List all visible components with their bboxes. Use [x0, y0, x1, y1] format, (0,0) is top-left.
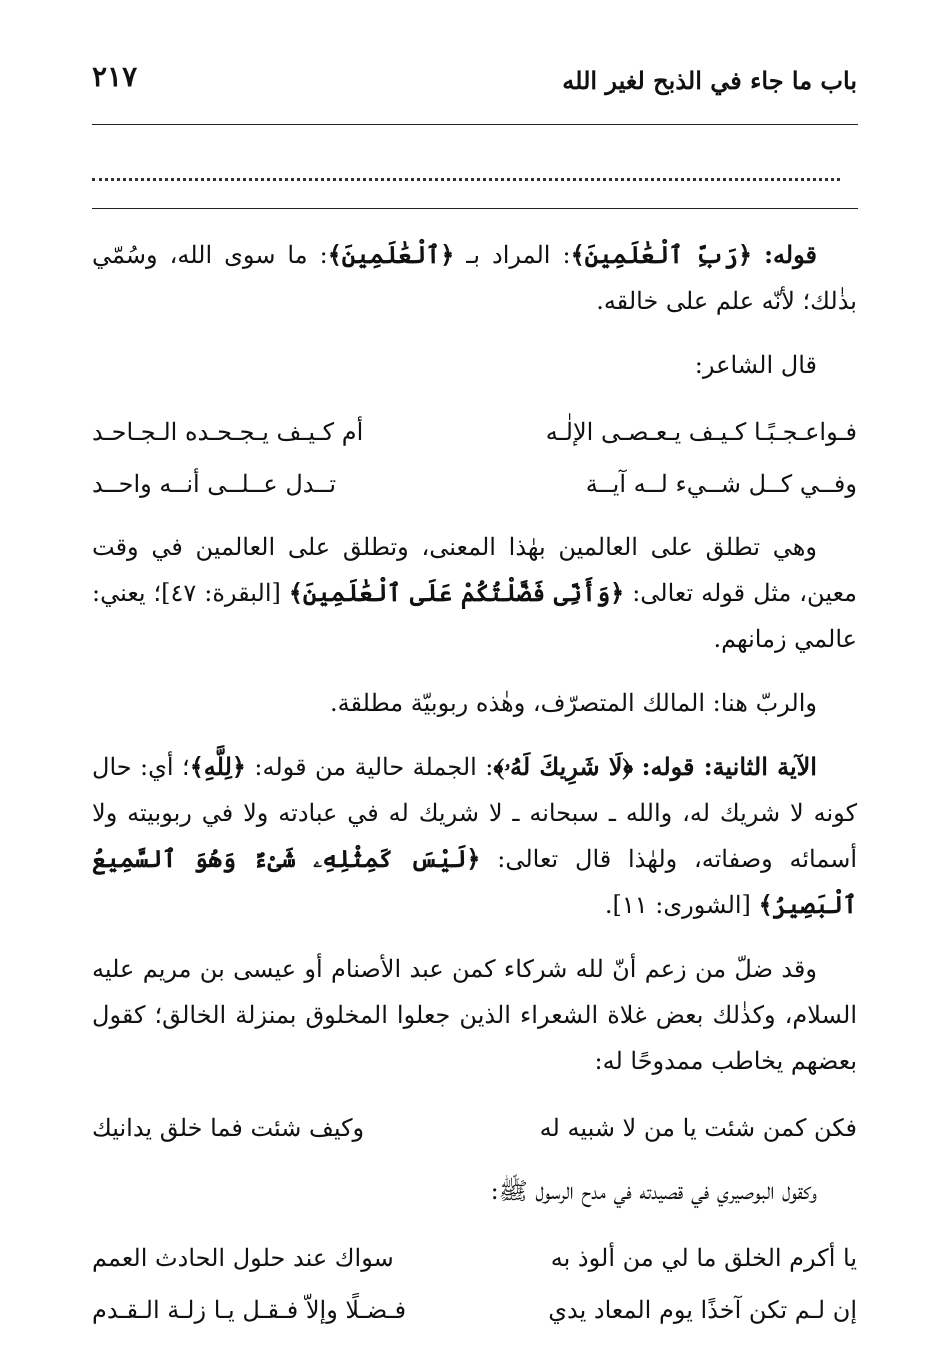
paragraph-second-verse: [92, 744, 857, 928]
verse-first-half: فـواعـجـبًـا كـيـف يـعـصـى الإلٰـه: [545, 418, 857, 446]
verse-line: [92, 1102, 857, 1154]
verse-first-half: فكن كمن شئت يا من لا شبيه له: [539, 1114, 857, 1142]
paragraph-poet-intro: قال الشاعر:: [694, 351, 817, 379]
verse-second-half: أم كـيـف يـجـحـده الـجـاحـد: [92, 418, 364, 446]
text: [البقرة: ٤٧]؛ يعني: عالمي زمانهم.: [92, 579, 857, 653]
dotted-separator: [92, 158, 840, 181]
quran-quote: ﴿رَبِّ ٱلْعَٰلَمِينَ﴾: [570, 240, 753, 269]
verse-second-half: فـضـلًا وإلاّ فـقـل يـا زلـة الـقـدم: [92, 1296, 407, 1324]
text: : ما سوى الله، وسُمّي بذٰلك؛ لأنّه علم على خالقه.: [92, 241, 857, 315]
verse-line: [92, 1232, 857, 1284]
quran-quote: ﴿ٱلْعَٰلَمِينَ﴾: [327, 240, 455, 269]
page-number: ٢١٧: [92, 60, 138, 93]
page-body: [92, 232, 857, 1336]
text: : المراد بـ: [466, 241, 571, 269]
paragraph-rabb-al-alamin: [92, 232, 857, 324]
paragraph-rabb-meaning: والربّ هنا: المالك المتصرّف، وهٰذه ربوبيّة مطلقة.: [330, 689, 817, 717]
section-rule: [92, 208, 858, 209]
keyword-second-verse: الآية الثانية: قوله:: [641, 752, 817, 781]
quran-quote: ﴿لَا شَرِيكَ لَهُۥ﴾: [493, 752, 634, 781]
verse-first-half: وفــي كــل شــيء لــه آيــة: [585, 470, 857, 498]
paragraph-busiri: وكقول البوصيري في قصيدته في مدح الرسول ﷺ:: [490, 1177, 817, 1205]
verse-line: [92, 406, 857, 458]
text: وهي تطلق على العالمين بهٰذا المعنى، وتطلق على العالمين في وقت معين، مثل قوله تعالى:: [92, 533, 857, 607]
paragraph-alamin-meaning: [92, 524, 857, 662]
quran-quote: ﴿وَأَنِّى فَضَّلْتُكُمْ عَلَى ٱلْعَٰلَمِينَ﴾: [288, 578, 625, 607]
verse-second-half: سواك عند حلول الحادث العمم: [92, 1244, 394, 1272]
quran-quote: ﴿لَيْسَ كَمِثْلِهِۦ شَىْءٌ وَهُوَ ٱلسَّمِيعُ ٱلْبَصِيرُ﴾: [92, 844, 857, 919]
verse-second-half: تــدل عــلــى أنــه واحــد: [92, 470, 337, 498]
quran-quote: ﴿لِلَّهِ﴾: [189, 752, 246, 781]
header-rule: [92, 124, 858, 125]
paragraph-misguided: وقد ضلّ من زعم أنّ لله شركاء كمن عبد الأصنام أو عيسى بن مريم عليه السلام، وكذٰلك بعض غلاة الشعراء الذين جعلوا المخلوق بمنزلة الخالق؛ كقول بعضهم يخاطب ممدوحًا له:: [92, 955, 858, 1075]
running-title: باب ما جاء في الذبح لغير الله: [562, 66, 857, 95]
text: ؛ أي: حال كونه لا شريك له، والله ـ سبحانه ـ لا شريك له في عبادته ولا في ربوبيته ولا أسمائه وصفاته، ولهٰذا قال تعالى:: [92, 753, 857, 873]
verse-line: [92, 1284, 857, 1336]
text: : الجملة حالية من قوله:: [254, 753, 494, 781]
verse-second-half: وكيف شئت فما خلق يدانيك: [92, 1114, 365, 1142]
text: [الشورى: ١١].: [604, 891, 751, 919]
keyword-qawluhu: قوله:: [764, 240, 817, 269]
verse-first-half: يا أكرم الخلق ما لي من ألوذ به: [550, 1244, 857, 1272]
verse-first-half: إن لـم تكن آخذًا يوم المعاد يدي: [548, 1296, 857, 1324]
verse-line: [92, 458, 857, 510]
